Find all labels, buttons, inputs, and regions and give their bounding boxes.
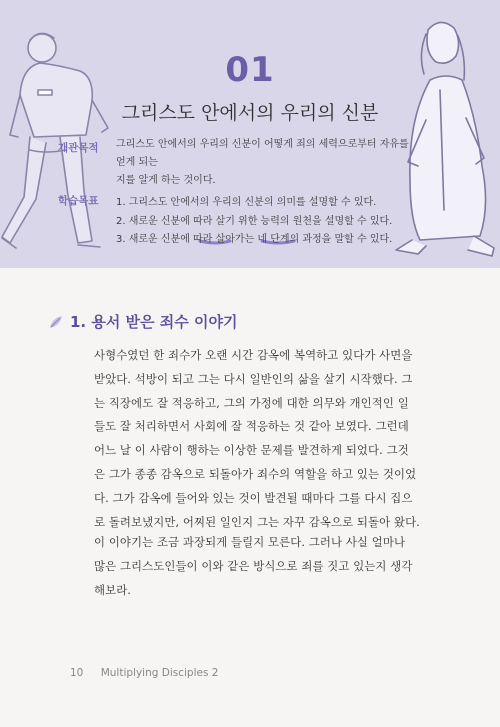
book-title: Multiplying Disciples 2: [100, 667, 219, 679]
page-footer: [70, 667, 218, 679]
chapter-header-banner: [0, 0, 500, 268]
overview-text: [116, 136, 416, 190]
section-title: 1. 용서 받은 죄수 이야기: [70, 313, 238, 331]
leaf-bullet-icon: [48, 314, 64, 330]
chapter-number: 01: [225, 50, 275, 90]
goals-label: 학습목표: [58, 195, 99, 207]
body-paragraph: [94, 344, 424, 534]
page-number: 10: [70, 667, 84, 679]
paragraph-line: 사형수였던 한 죄수가 오랜 시간 감옥에 복역하고 있다가 사면을: [94, 348, 413, 362]
paragraph-line: 어느 날 이 사람이 행하는 이상한 문제를 발견하게 되었다. 그것: [94, 443, 409, 458]
section-heading: [48, 311, 237, 332]
overview-label: 개관목적: [58, 142, 99, 154]
overview-line: 지를 알게 하는 것이다.: [116, 175, 216, 186]
body-paragraph: [94, 531, 424, 602]
paragraph-line: 은 그가 종종 감옥으로 되돌아가 죄수의 역할을 하고 있는 것이었: [94, 466, 417, 481]
paragraph-line: 들도 잘 처리하면서 사회에 잘 적응하는 것 같아 보였다. 그런데: [94, 419, 409, 434]
paragraph-line: 이 이야기는 조금 과장되게 들릴지 모른다. 그러나 사실 얼마나: [94, 535, 406, 549]
chapter-title: 그리스도 안에서의 우리의 신분: [121, 102, 379, 124]
paragraph-line: 는 직장에도 잘 적응하고, 그의 가정에 대한 의무와 개인적인 일: [94, 395, 409, 410]
goal-item: 2. 새로운 신분에 따라 살기 위한 능력의 원천을 설명할 수 있다.: [116, 216, 393, 227]
goal-item: 1. 그리스도 안에서의 우리의 신분의 의미를 설명할 수 있다.: [116, 197, 377, 208]
overview-line: 그리스도 안에서의 우리의 신분이 어떻게 죄의 세력으로부터 자유를 얻게 되는: [116, 139, 409, 168]
paragraph-line: 로 돌려보냈지만, 어찌된 일인지 그는 자꾸 감옥으로 되돌아 왔다.: [94, 514, 420, 529]
paragraph-line: 받았다. 석방이 되고 그는 다시 일반인의 삶을 살기 시작했다. 그: [94, 371, 413, 386]
goal-item: 3. 새로운 신분에 따라 살아가는 네 단계의 과정을 말할 수 있다.: [116, 234, 393, 245]
paragraph-line: 다. 그가 감옥에 들어와 있는 것이 발견될 때마다 그를 다시 집으: [94, 490, 413, 505]
paragraph-line: 해보라.: [94, 582, 132, 597]
paragraph-line: 많은 그리스도인들이 이와 같은 방식으로 죄를 짓고 있는지 생각: [94, 558, 413, 573]
illustration-figures: [0, 0, 500, 268]
